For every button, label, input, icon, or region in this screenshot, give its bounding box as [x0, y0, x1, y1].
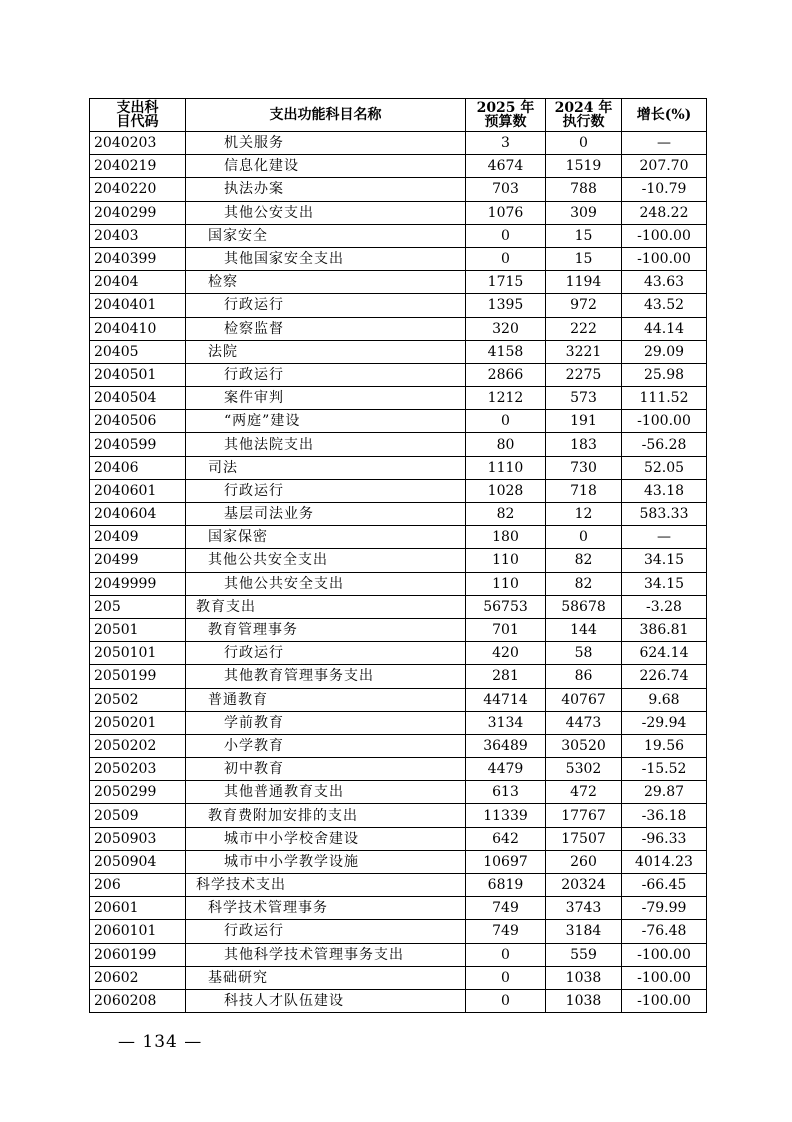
row-code-cell: 2040219 [90, 155, 186, 178]
row-actual-cell: 559 [546, 943, 622, 966]
row-budget-cell: 0 [466, 410, 546, 433]
row-growth-cell: -66.45 [622, 874, 707, 897]
row-code-cell: 2040401 [90, 294, 186, 317]
row-growth-cell: -100.00 [622, 943, 707, 966]
row-actual-cell: 82 [546, 549, 622, 572]
row-growth-cell: -100.00 [622, 247, 707, 270]
row-name-cell: 执法办案 [186, 178, 466, 201]
row-growth-cell: 34.15 [622, 572, 707, 595]
row-growth-cell: — [622, 132, 707, 155]
table-row [90, 572, 707, 595]
row-budget-cell: 420 [466, 642, 546, 665]
row-name-cell: 其他国家安全支出 [186, 247, 466, 270]
row-growth-cell: 34.15 [622, 549, 707, 572]
row-actual-cell: 730 [546, 456, 622, 479]
row-budget-cell: 2866 [466, 363, 546, 386]
table-row [90, 503, 707, 526]
table-row [90, 178, 707, 201]
header-code [90, 99, 186, 132]
table-row [90, 201, 707, 224]
header-budget-2025 [466, 99, 546, 132]
row-growth-cell: 44.14 [622, 317, 707, 340]
row-name-cell: 科学技术管理事务 [186, 897, 466, 920]
row-actual-cell: 972 [546, 294, 622, 317]
row-budget-cell: 0 [466, 943, 546, 966]
row-growth-cell: 9.68 [622, 688, 707, 711]
table-row [90, 781, 707, 804]
row-budget-cell: 6819 [466, 874, 546, 897]
row-actual-cell: 4473 [546, 711, 622, 734]
table-row [90, 294, 707, 317]
header-budget-line2: 预算数 [484, 114, 527, 130]
row-name-cell: 普通教育 [186, 688, 466, 711]
row-actual-cell: 472 [546, 781, 622, 804]
header-code-line1: 支出科 [116, 100, 159, 116]
row-budget-cell: 11339 [466, 804, 546, 827]
row-budget-cell: 281 [466, 665, 546, 688]
row-name-cell: “两庭”建设 [186, 410, 466, 433]
header-name: 支出功能科目名称 [186, 99, 466, 132]
header-budget-line1: 2025 年 [476, 100, 535, 116]
row-actual-cell: 3743 [546, 897, 622, 920]
row-code-cell: 2060101 [90, 920, 186, 943]
row-code-cell: 2040506 [90, 410, 186, 433]
row-code-cell: 2040504 [90, 387, 186, 410]
table-row [90, 526, 707, 549]
table-row [90, 387, 707, 410]
row-name-cell: 基层司法业务 [186, 503, 466, 526]
row-name-cell: 教育费附加安排的支出 [186, 804, 466, 827]
table-row [90, 711, 707, 734]
row-actual-cell: 17507 [546, 827, 622, 850]
row-actual-cell: 3184 [546, 920, 622, 943]
row-code-cell: 2050101 [90, 642, 186, 665]
row-growth-cell: 248.22 [622, 201, 707, 224]
row-budget-cell: 180 [466, 526, 546, 549]
page-number: — 134 — [118, 1032, 203, 1052]
table-row [90, 874, 707, 897]
table-row [90, 132, 707, 155]
row-name-cell: 其他公共安全支出 [186, 549, 466, 572]
row-name-cell: 行政运行 [186, 294, 466, 317]
row-code-cell: 2050203 [90, 758, 186, 781]
table-row [90, 897, 707, 920]
row-budget-cell: 642 [466, 827, 546, 850]
row-growth-cell: 624.14 [622, 642, 707, 665]
row-code-cell: 2040601 [90, 479, 186, 502]
row-growth-cell: -100.00 [622, 410, 707, 433]
row-code-cell: 2050202 [90, 734, 186, 757]
header-actual-2024 [546, 99, 622, 132]
table-row [90, 247, 707, 270]
row-name-cell: 城市中小学教学设施 [186, 850, 466, 873]
row-code-cell: 2040501 [90, 363, 186, 386]
row-actual-cell: 309 [546, 201, 622, 224]
row-code-cell: 20499 [90, 549, 186, 572]
row-code-cell: 20409 [90, 526, 186, 549]
row-budget-cell: 3 [466, 132, 546, 155]
row-name-cell: 其他教育管理事务支出 [186, 665, 466, 688]
row-code-cell: 2040410 [90, 317, 186, 340]
table-row [90, 665, 707, 688]
row-code-cell: 2050199 [90, 665, 186, 688]
row-budget-cell: 749 [466, 920, 546, 943]
row-name-cell: 学前教育 [186, 711, 466, 734]
row-growth-cell: 386.81 [622, 618, 707, 641]
row-code-cell: 20502 [90, 688, 186, 711]
row-name-cell: 案件审判 [186, 387, 466, 410]
row-name-cell: 其他公共安全支出 [186, 572, 466, 595]
row-code-cell: 2040599 [90, 433, 186, 456]
row-budget-cell: 80 [466, 433, 546, 456]
row-actual-cell: 573 [546, 387, 622, 410]
row-code-cell: 2040203 [90, 132, 186, 155]
row-actual-cell: 1194 [546, 271, 622, 294]
row-actual-cell: 40767 [546, 688, 622, 711]
row-growth-cell: -100.00 [622, 224, 707, 247]
row-budget-cell: 1110 [466, 456, 546, 479]
row-budget-cell: 44714 [466, 688, 546, 711]
table-row [90, 433, 707, 456]
header-row [90, 99, 707, 132]
row-growth-cell: 207.70 [622, 155, 707, 178]
row-name-cell: 行政运行 [186, 642, 466, 665]
table-row [90, 317, 707, 340]
row-actual-cell: 788 [546, 178, 622, 201]
table-row [90, 966, 707, 989]
row-budget-cell: 36489 [466, 734, 546, 757]
row-actual-cell: 5302 [546, 758, 622, 781]
row-code-cell: 205 [90, 595, 186, 618]
row-code-cell: 2040399 [90, 247, 186, 270]
row-name-cell: 城市中小学校舍建设 [186, 827, 466, 850]
row-actual-cell: 260 [546, 850, 622, 873]
row-growth-cell: 583.33 [622, 503, 707, 526]
row-actual-cell: 20324 [546, 874, 622, 897]
table-row [90, 363, 707, 386]
table-row [90, 549, 707, 572]
row-code-cell: 2050299 [90, 781, 186, 804]
row-actual-cell: 1038 [546, 966, 622, 989]
table-row [90, 688, 707, 711]
table-row [90, 734, 707, 757]
row-code-cell: 20509 [90, 804, 186, 827]
table-row [90, 804, 707, 827]
table-row [90, 827, 707, 850]
row-budget-cell: 56753 [466, 595, 546, 618]
row-budget-cell: 0 [466, 989, 546, 1012]
row-budget-cell: 749 [466, 897, 546, 920]
row-actual-cell: 2275 [546, 363, 622, 386]
row-growth-cell: 43.52 [622, 294, 707, 317]
row-actual-cell: 144 [546, 618, 622, 641]
header-code-line2: 目代码 [116, 114, 159, 130]
table-row [90, 271, 707, 294]
row-budget-cell: 10697 [466, 850, 546, 873]
table-row [90, 642, 707, 665]
row-growth-cell: -100.00 [622, 966, 707, 989]
row-budget-cell: 703 [466, 178, 546, 201]
row-budget-cell: 0 [466, 966, 546, 989]
row-code-cell: 206 [90, 874, 186, 897]
row-name-cell: 行政运行 [186, 920, 466, 943]
row-budget-cell: 4674 [466, 155, 546, 178]
row-name-cell: 行政运行 [186, 479, 466, 502]
row-name-cell: 初中教育 [186, 758, 466, 781]
row-code-cell: 20406 [90, 456, 186, 479]
row-name-cell: 检察 [186, 271, 466, 294]
row-name-cell: 信息化建设 [186, 155, 466, 178]
table-row [90, 340, 707, 363]
row-actual-cell: 3221 [546, 340, 622, 363]
row-actual-cell: 30520 [546, 734, 622, 757]
row-budget-cell: 1212 [466, 387, 546, 410]
row-growth-cell: 43.18 [622, 479, 707, 502]
table-row [90, 479, 707, 502]
row-growth-cell: 226.74 [622, 665, 707, 688]
row-code-cell: 2040220 [90, 178, 186, 201]
row-budget-cell: 4479 [466, 758, 546, 781]
row-budget-cell: 613 [466, 781, 546, 804]
row-name-cell: 行政运行 [186, 363, 466, 386]
table-row [90, 224, 707, 247]
table-body [90, 132, 707, 1013]
row-growth-cell: 19.56 [622, 734, 707, 757]
row-budget-cell: 1395 [466, 294, 546, 317]
row-budget-cell: 3134 [466, 711, 546, 734]
row-budget-cell: 320 [466, 317, 546, 340]
table-row [90, 618, 707, 641]
row-code-cell: 2049999 [90, 572, 186, 595]
row-code-cell: 2050201 [90, 711, 186, 734]
table-header [90, 99, 707, 132]
row-budget-cell: 0 [466, 247, 546, 270]
row-actual-cell: 82 [546, 572, 622, 595]
row-budget-cell: 110 [466, 549, 546, 572]
row-actual-cell: 58678 [546, 595, 622, 618]
row-name-cell: 司法 [186, 456, 466, 479]
row-actual-cell: 718 [546, 479, 622, 502]
row-growth-cell: 4014.23 [622, 850, 707, 873]
row-growth-cell: -56.28 [622, 433, 707, 456]
table-row [90, 989, 707, 1012]
row-actual-cell: 0 [546, 526, 622, 549]
row-code-cell: 20405 [90, 340, 186, 363]
row-code-cell: 20601 [90, 897, 186, 920]
row-growth-cell: -100.00 [622, 989, 707, 1012]
row-actual-cell: 15 [546, 224, 622, 247]
row-name-cell: 基础研究 [186, 966, 466, 989]
row-code-cell: 2060208 [90, 989, 186, 1012]
table-row [90, 595, 707, 618]
row-actual-cell: 0 [546, 132, 622, 155]
table-row [90, 920, 707, 943]
row-growth-cell: 29.09 [622, 340, 707, 363]
row-budget-cell: 0 [466, 224, 546, 247]
row-name-cell: 教育管理事务 [186, 618, 466, 641]
row-actual-cell: 191 [546, 410, 622, 433]
row-growth-cell: -10.79 [622, 178, 707, 201]
row-budget-cell: 1028 [466, 479, 546, 502]
row-growth-cell: -15.52 [622, 758, 707, 781]
row-name-cell: 教育支出 [186, 595, 466, 618]
row-actual-cell: 12 [546, 503, 622, 526]
row-actual-cell: 222 [546, 317, 622, 340]
row-growth-cell: 52.05 [622, 456, 707, 479]
row-growth-cell: -3.28 [622, 595, 707, 618]
row-name-cell: 法院 [186, 340, 466, 363]
row-code-cell: 2040299 [90, 201, 186, 224]
row-code-cell: 2040604 [90, 503, 186, 526]
row-budget-cell: 1076 [466, 201, 546, 224]
row-actual-cell: 1038 [546, 989, 622, 1012]
row-name-cell: 小学教育 [186, 734, 466, 757]
row-growth-cell: 29.87 [622, 781, 707, 804]
row-actual-cell: 15 [546, 247, 622, 270]
budget-table [89, 98, 707, 1013]
table-row [90, 758, 707, 781]
row-budget-cell: 4158 [466, 340, 546, 363]
row-name-cell: 机关服务 [186, 132, 466, 155]
row-growth-cell: -76.48 [622, 920, 707, 943]
row-growth-cell: 43.63 [622, 271, 707, 294]
header-growth: 增长(%) [622, 99, 707, 132]
table-row [90, 850, 707, 873]
row-growth-cell: -79.99 [622, 897, 707, 920]
header-actual-line2: 执行数 [562, 114, 605, 130]
table-row [90, 943, 707, 966]
row-growth-cell: -96.33 [622, 827, 707, 850]
row-name-cell: 其他科学技术管理事务支出 [186, 943, 466, 966]
row-actual-cell: 17767 [546, 804, 622, 827]
row-code-cell: 2050904 [90, 850, 186, 873]
row-code-cell: 20404 [90, 271, 186, 294]
row-code-cell: 20602 [90, 966, 186, 989]
row-growth-cell: -29.94 [622, 711, 707, 734]
row-growth-cell: — [622, 526, 707, 549]
row-growth-cell: 111.52 [622, 387, 707, 410]
row-growth-cell: 25.98 [622, 363, 707, 386]
row-code-cell: 2060199 [90, 943, 186, 966]
row-actual-cell: 58 [546, 642, 622, 665]
row-budget-cell: 110 [466, 572, 546, 595]
row-budget-cell: 1715 [466, 271, 546, 294]
row-name-cell: 其他公安支出 [186, 201, 466, 224]
table-row [90, 410, 707, 433]
row-name-cell: 其他法院支出 [186, 433, 466, 456]
row-actual-cell: 183 [546, 433, 622, 456]
row-name-cell: 国家保密 [186, 526, 466, 549]
row-budget-cell: 701 [466, 618, 546, 641]
row-name-cell: 科学技术支出 [186, 874, 466, 897]
row-code-cell: 2050903 [90, 827, 186, 850]
header-actual-line1: 2024 年 [554, 100, 613, 116]
table-row [90, 456, 707, 479]
row-growth-cell: -36.18 [622, 804, 707, 827]
row-name-cell: 科技人才队伍建设 [186, 989, 466, 1012]
row-name-cell: 检察监督 [186, 317, 466, 340]
table-row [90, 155, 707, 178]
row-code-cell: 20403 [90, 224, 186, 247]
row-name-cell: 其他普通教育支出 [186, 781, 466, 804]
row-code-cell: 20501 [90, 618, 186, 641]
row-name-cell: 国家安全 [186, 224, 466, 247]
row-actual-cell: 86 [546, 665, 622, 688]
row-actual-cell: 1519 [546, 155, 622, 178]
row-budget-cell: 82 [466, 503, 546, 526]
